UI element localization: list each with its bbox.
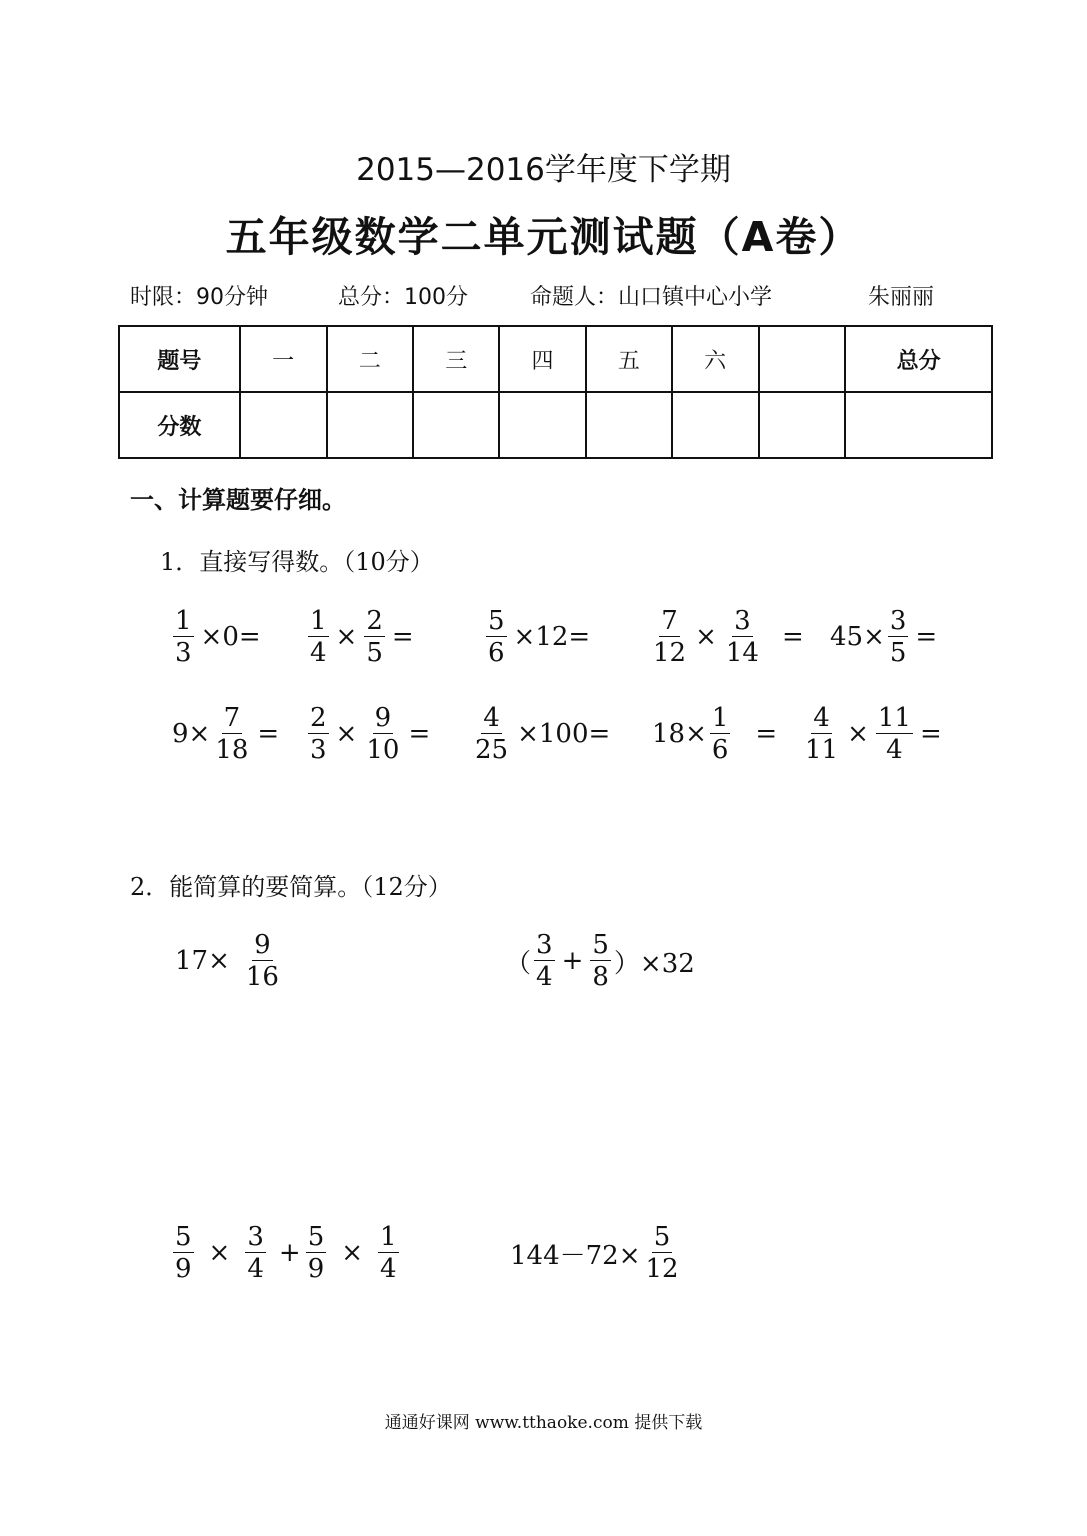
page-title: 五年级数学二单元测试题（A卷）: [225, 213, 862, 261]
author: 命题人：山口镇中心小学: [530, 285, 773, 310]
column-header: 四: [499, 326, 586, 392]
column-header: 总分: [845, 326, 992, 392]
expression: $\frac{4}{11}$ × $\frac{11}{4}$ =: [805, 703, 942, 765]
fraction: $\frac{3}{14}$: [725, 606, 759, 668]
author-name: 朱丽丽: [868, 285, 935, 310]
fraction: $\frac{2}{3}$: [310, 703, 327, 765]
footer-credit: 通通好课网 www.tthaoke.com 提供下载: [384, 1413, 703, 1433]
fraction: $\frac{7}{12}$: [653, 606, 687, 668]
score-cell[interactable]: [672, 392, 759, 458]
fraction: $\frac{2}{5}$: [366, 606, 383, 668]
row-header: 分数: [119, 392, 240, 458]
score-cell[interactable]: [327, 392, 414, 458]
table-header-row: [119, 326, 992, 392]
expression: $\frac{4}{25}$ ×100=: [475, 703, 611, 765]
fraction: $\frac{5}{9}$: [307, 1222, 325, 1284]
column-header: 六: [672, 326, 759, 392]
question-1-title: 1．直接写得数。（10分）: [160, 548, 434, 576]
expression: $\frac{1}{3}$ ×0=: [175, 606, 261, 668]
fraction: $\frac{5}{12}$: [645, 1222, 679, 1284]
score-cell[interactable]: [759, 392, 846, 458]
expression: $\frac{5}{9}$ × $\frac{3}{4}$ + $\frac{5}{9}$ × $\frac{1}{4}$: [175, 1222, 397, 1284]
expression: 9× $\frac{7}{18}$ =: [172, 703, 280, 765]
fraction: $\frac{5}{8}$: [592, 930, 609, 992]
expression: 45× $\frac{3}{5}$ =: [830, 606, 938, 668]
column-header: [759, 326, 846, 392]
row-header: 题号: [119, 326, 240, 392]
score-cell[interactable]: [240, 392, 327, 458]
expression: $\frac{7}{12}$ × $\frac{3}{14}$ =: [653, 606, 804, 668]
fraction: $\frac{9}{16}$: [245, 930, 279, 992]
expression: （ $\frac{3}{4}$ + $\frac{5}{8}$ ）×32: [505, 930, 695, 992]
table-score-row: [119, 392, 992, 458]
fraction: $\frac{3}{4}$: [536, 930, 553, 992]
fraction: $\frac{5}{6}$: [488, 606, 505, 668]
year-line: 2015—2016学年度下学期: [356, 152, 731, 188]
expression: $\frac{5}{6}$ ×12=: [488, 606, 591, 668]
fraction: $\frac{1}{3}$: [175, 606, 192, 668]
column-header: 三: [413, 326, 499, 392]
score-cell[interactable]: [413, 392, 499, 458]
fraction: $\frac{9}{10}$: [366, 703, 400, 765]
fraction: $\frac{5}{9}$: [175, 1222, 192, 1284]
expression: 18× $\frac{1}{6}$ =: [652, 703, 778, 765]
section-title: 一、计算题要仔细。: [130, 486, 346, 514]
fraction: $\frac{1}{6}$: [711, 703, 729, 765]
question-2-title: 2．能简算的要简算。（12分）: [130, 873, 452, 901]
fraction: $\frac{3}{5}$: [889, 606, 907, 668]
column-header: 一: [240, 326, 327, 392]
fraction: $\frac{4}{25}$: [475, 703, 509, 765]
fraction: $\frac{4}{11}$: [805, 703, 839, 765]
column-header: 二: [327, 326, 414, 392]
score-table: [118, 325, 993, 459]
score-cell[interactable]: [499, 392, 586, 458]
expression: $\frac{2}{3}$ × $\frac{9}{10}$ =: [310, 703, 431, 765]
expression: 17× $\frac{9}{16}$: [175, 930, 279, 992]
fraction: $\frac{11}{4}$: [877, 703, 911, 765]
score-cell[interactable]: [845, 392, 992, 458]
fraction: $\frac{3}{4}$: [247, 1222, 264, 1284]
score-cell[interactable]: [586, 392, 672, 458]
column-header: 五: [586, 326, 672, 392]
expression: 144－72× $\frac{5}{12}$: [510, 1222, 679, 1284]
total-score: 总分：100分: [338, 285, 468, 310]
time-limit: 时限：90分钟: [130, 285, 268, 310]
expression: $\frac{1}{4}$ × $\frac{2}{5}$ =: [310, 606, 414, 668]
fraction: $\frac{1}{4}$: [310, 606, 327, 668]
fraction: $\frac{7}{18}$: [215, 703, 249, 765]
fraction: $\frac{1}{4}$: [380, 1222, 397, 1284]
